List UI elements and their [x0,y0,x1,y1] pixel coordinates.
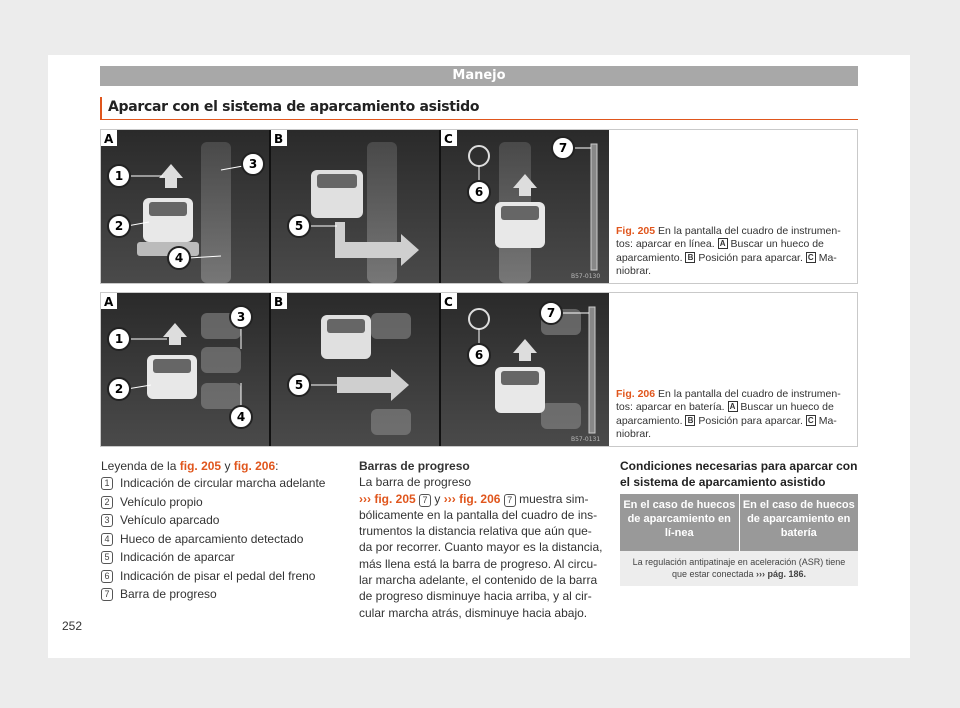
progress-bars-section [359,458,604,621]
panel-letter-b: B [274,132,284,146]
legend-number: 3 [101,514,113,527]
arrow-glyph: ››› [443,491,456,506]
callout-7: 7 [546,306,556,320]
legend-item [101,548,341,567]
caption-item-c: Ma-niobrar. [616,251,837,278]
progress-bars-body [359,491,604,621]
legend-colon: : [275,459,279,473]
panel-letter-b: B [274,295,284,309]
callout-4: 4 [174,251,184,265]
box-letter-c: C [806,252,816,263]
callout-6: 6 [474,185,484,199]
legend-item [101,567,341,586]
callout-6: 6 [474,348,484,362]
legend [101,458,341,604]
conditions-table [620,494,858,586]
figure-link-206[interactable]: fig. 206 [233,459,276,473]
title-divider [100,119,858,120]
legend-intro: Leyenda de la [101,459,177,473]
panel-letter-c: C [444,295,453,309]
conditions-table-body [620,551,858,586]
column-header-line: En el caso de huecos de aparcamiento en lí-nea [620,494,740,551]
legend-number: 1 [101,477,113,490]
parking-display-illustration [101,130,609,283]
caption-text: En la pantalla del cuadro de instrumen-tos: aparcar en línea. [616,225,841,251]
box-letter-a: A [718,238,728,249]
box-letter-c: C [806,415,816,426]
chapter-header: Manejo [100,66,858,86]
figure-205-image [101,130,609,283]
caption-item-b: Posición para aparcar. [698,414,803,427]
legend-heading [101,458,341,474]
progress-bars-title: Barras de progreso [359,459,470,473]
callout-1: 1 [114,332,124,346]
callout-2: 2 [114,382,124,396]
legend-text: Indicación de pisar el pedal del freno [120,568,316,583]
callout-number: 7 [419,494,431,507]
figure-205-caption [616,225,854,279]
legend-number: 5 [101,551,113,564]
panel-letter-a: A [104,295,114,309]
callout-5: 5 [294,378,304,392]
legend-text: Indicación de aparcar [120,550,235,564]
box-letter-a: A [728,401,738,412]
page-reference-link[interactable]: ››› pág. 186. [756,568,807,579]
conditions-title: Condiciones necesarias para aparcar con el sistema de aparcamiento asistido [620,459,858,489]
figure-206-image [101,293,609,446]
caption-item-a: Buscar un hueco de aparcamiento. [616,238,824,264]
figure-link-206[interactable]: fig. 206 [459,491,501,506]
panel-letter-a: A [104,132,114,146]
legend-number: 2 [101,496,113,509]
figure-link-205[interactable]: fig. 205 [374,491,416,506]
figure-number: Fig. 205 [616,225,656,237]
legend-text: Vehículo propio [120,494,203,509]
legend-text: Indicación de circular marcha adelante [120,476,326,490]
page-number: 252 [62,619,83,633]
legend-number: 7 [101,588,113,601]
figure-206-caption [616,388,854,442]
legend-item [101,530,341,549]
legend-text: Vehículo aparcado [120,513,220,527]
conditions-table-header [620,494,858,551]
caption-text: En la pantalla del cuadro de instrumen-tos: aparcar en batería. [616,388,841,414]
panel-letter-c: C [444,132,453,146]
legend-text: Barra de progreso [120,587,217,601]
figure-205 [100,129,858,284]
figure-link-205[interactable]: fig. 205 [179,459,222,473]
figure-number: Fig. 206 [616,388,656,400]
legend-item [101,511,341,530]
caption-item-c: Ma-niobrar. [616,414,837,441]
callout-3: 3 [248,157,258,171]
arrow-glyph: ››› [359,491,371,506]
legend-item [101,474,341,493]
conjunction: y [434,491,441,506]
callout-4: 4 [236,410,246,424]
callout-3: 3 [236,310,246,324]
caption-item-b: Posición para aparcar. [698,251,803,264]
figure-206 [100,292,858,447]
image-code: B57-0131 [571,436,601,443]
legend-number: 6 [101,570,113,583]
section-title: Aparcar con el sistema de aparcamiento asistido [108,99,480,115]
conditions-section [620,458,858,586]
callout-1: 1 [114,169,124,183]
box-letter-b: B [685,252,695,263]
caption-item-a: Buscar un hueco de aparcamiento. [616,401,834,427]
callout-7: 7 [558,141,568,155]
legend-text: Hueco de aparcamiento detectado [120,531,304,546]
callout-number: 7 [504,494,516,507]
condition-text: La regulación antipatinaje en aceleración (ASR) tiene que estar conectada [632,557,846,579]
progress-bars-text: muestra sim-bólicamente en la pantalla del cuadro de ins-trumentos la distancia relativa que aún que-da por recorrer. Cuanto mayor es la distancia, más llena está la barra de progreso. Al circu-lar marcha adelante, el contenido de la barra de progreso disminuye hacia arriba, y al cir-cular marcha atrás, disminuye hacia abajo. [359,491,603,620]
legend-number: 4 [101,533,113,546]
image-code: B57-0130 [571,273,601,280]
callout-2: 2 [114,219,124,233]
legend-item [101,493,341,512]
column-header-battery: En el caso de huecos de aparcamiento en batería [742,499,855,539]
parking-display-illustration [101,293,609,446]
callout-5: 5 [294,219,304,233]
progress-bars-intro: La barra de progreso [359,475,472,490]
legend-and: y [224,459,231,473]
title-accent-bar [100,97,102,119]
box-letter-b: B [685,415,695,426]
legend-item [101,585,341,604]
